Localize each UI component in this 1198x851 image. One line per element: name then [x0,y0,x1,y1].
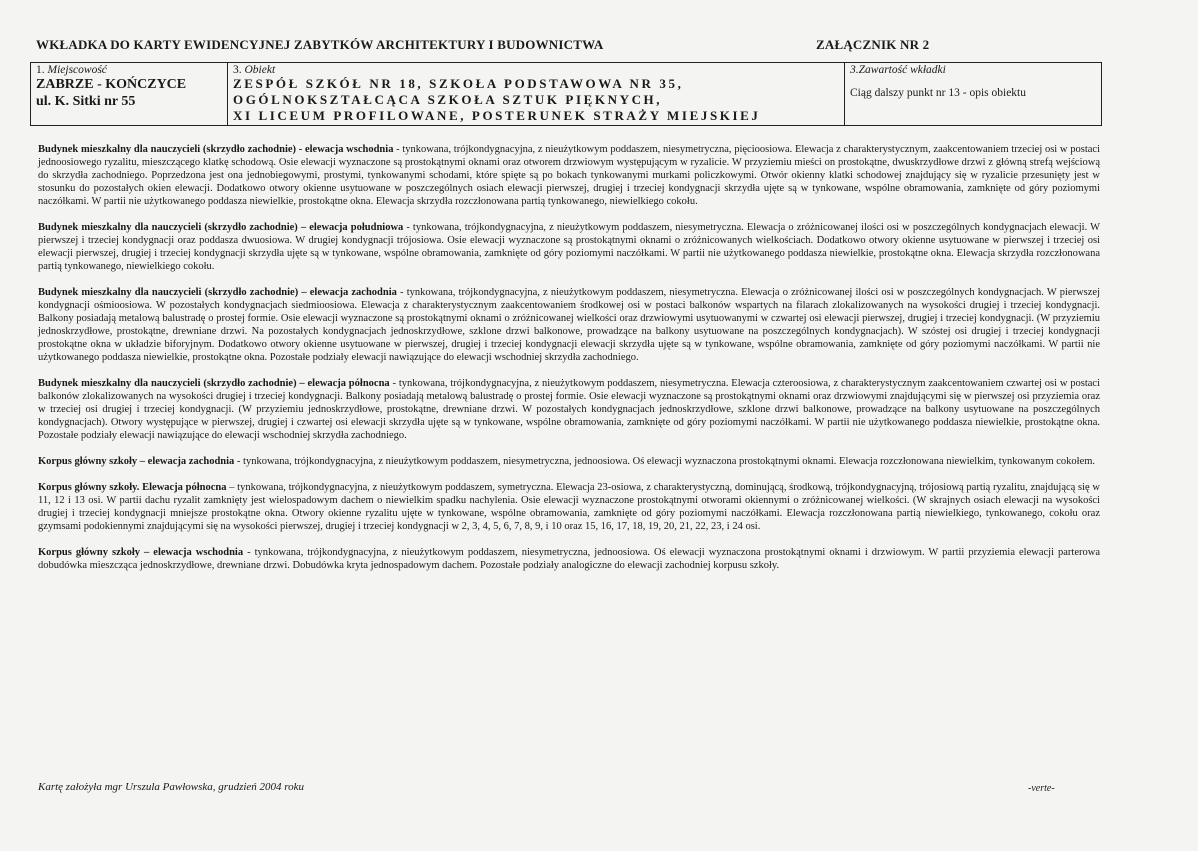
object-line-1: ZESPÓŁ SZKÓŁ NR 18, SZKOŁA PODSTAWOWA NR 35, [233,76,684,91]
location-label: Miejscowość [47,64,107,76]
paragraph [38,221,1100,273]
page-header [36,37,1162,53]
paragraph [38,546,1100,572]
paragraph-text: – tynkowana, trójkondygnacyjna, z nieużytkowym poddaszem, symetryczna. Elewacja 23-osiowa, z charakterystyczną, dominującą, środkową, trójkondygnacyjną, trójosiową partią ryzalitu, znajdującą się w 11, 12 i 13 osi. W partii dachu ryzalit zamknięty jest wielospadowym dachem o niewielkim spadku nachylenia. Osie elewacji wyznaczone prostokątnymi otworami okiennymi o zróżnicowanej wielkości. (W skrajnych osiach elewacji na wysokości drugiej i trzeciej kondygnacji mniejsze prostokątne okna. Otwory okienne ryzalitu ujęte w tynkowane, wspólne obramowania, zamknięte od góry poziomymi naczółkami. Elewacja rozczłonowana partią niewielkiego, tynkowanego, cokołu oraz gzymsami podokiennymi znajdującymi się na wysokości pierwszej, drugiej i trzeciej kondygnacji w 2, 3, 4, 5, 6, 7, 8, 9, i 10 oraz 15, 16, 17, 18, 19, 20, 21, 22, 23, i 24 osi. [38,482,1100,532]
paragraph [38,377,1100,442]
paragraph-heading: Budynek mieszkalny dla nauczycieli (skrzydło zachodnie) – elewacja południowa [38,222,404,233]
info-table [30,62,1102,126]
contents-cell [845,63,1102,126]
contents-label: 3.Zawartość wkładki [850,64,946,76]
paragraph-text: - tynkowana, trójkondygnacyjna, z nieużytkowym poddaszem, niesymetryczna, pięcioosiowa. Elewacja z charakterystycznym, zaakcentowaniem trzeciej osi w postaci jednoosiowego ryzalitu, mieszczącego klatkę schodową. Osie elewacji wyznaczone są prostokątnymi oknami oraz otworem drzwiowym występującym w ryzalicie. W przyziemiu mieści on prostokątne, dwuskrzydłowe drzwi z główną strefą wejściową do skrzydła zachodniego. Poprzedzona jest ona jednobiegowymi, prostymi, tynkowanymi schodami, które spięte są po bokach tynkowanymi murkami policzkowymi. Otwór okienny klatki schodowej znajdujący się w ryzalicie przesunięty jest w stosunku do pozostałych okien elewacji. Dodatkowo otwory okienne usytuowane w poszczególnych osiach elewacji pierwszej, drugiej i trzeciej kondygnacji skrzydła ujęte są w tynkowane, wspólne obramowania, zamknięte od góry poziomymi naczółkami. W partii nie użytkowanego poddasza niewielkie, prostokątne okna. Elewacja skrzydła rozczłonowana partią tynkowanego, niewielkiego cokołu. [38,144,1100,207]
object-number: 3. [233,64,242,76]
paragraph-text: - tynkowana, trójkondygnacyjna, z nieużytkowym poddaszem, niesymetryczna. Elewacja o zróżnicowanej ilości osi w poszczególnych kondygnacjach elewacji. W pierwszej i trzeciej kondygnacji oraz poddasza dwuosiowa. W drugiej kondygnacji trójosiowa. Osie elewacji wyznaczone są prostokątnymi oknami o zróżnicowanych wielkościach. Dodatkowo otwory okienne usytuowane w pierwszej i trzeciej osi elewacji pierwszej, drugiej i trzeciej kondygnacji skrzydła ujęte są w tynkowane, wspólne obramowania, zamknięte od góry poziomymi naczółkami. W partii nie użytkowanego poddasza niewielkie, prostokątne okna. Elewacja skrzydła rozczłonowana partią tynkowanego, niewielkiego cokołu. [38,222,1100,272]
paragraph [38,455,1100,468]
author-note: Kartę założyła mgr Urszula Pawłowska, grudzień 2004 roku [38,781,305,793]
paragraph-heading: Budynek mieszkalny dla nauczycieli (skrzydło zachodnie) – elewacja zachodnia [38,287,397,298]
paragraph-text: - tynkowana, trójkondygnacyjna, z nieużytkowym poddaszem, niesymetryczna. Elewacja o zróżnicowanej ilości osi w poszczególnych kondygnacjach. W pierwszej kondygnacji ośmioosiowa. W pozostałych kondygnacjach siedmioosiowa. Elewacja z charakterystycznym zaakcentowaniem środkowej osi w postaci balkonów wspartych na filarach zlokalizowanych na wysokości drugiej i trzeciej kondygnacji. Balkony posiadają metalową balustradę o prostej formie. Osie elewacji wyznaczone są prostokątnymi oknami o zróżnicowanej wielkości oraz drzwiowymi usytuowanymi w czwartej osi elewacji pierwszej, drugiej i trzeciej kondygnacji. (W przyziemiu jednoskrzydłowe, prostokątne, drewniane drzwi. Na pozostałych kondygnacjach jednoskrzydłowe, szklone drzwi balkonowe, prowadzące na balkony usytuowane na poszczególnych kondygnacjach). W szóstej osi drugiej i trzeciej kondygnacji prostokątne okna w układzie biforyjnym. Dodatkowo otwory okienne usytuowane w pierwszej, drugiej i trzeciej kondygnacji elewacji skrzydła ujęte są w tynkowane, wspólne obramowania, zamknięte od góry poziomymi naczółkami. W partii nie użytkowanego poddasza niewielkie, prostokątne okna. Pozostałe podziały elewacji nawiązujące do elewacji wschodniej skrzydła zachodniego. [38,287,1100,363]
location-street: ul. K. Sitki nr 55 [36,94,136,109]
verte-note: -verte- [1028,783,1055,794]
object-label: Obiekt [244,64,276,76]
paragraph-heading: Korpus główny szkoły – elewacja zachodnia [38,456,235,467]
location-town: ZABRZE - KOŃCZYCE [36,77,187,92]
object-cell [228,63,845,126]
location-number: 1. [36,64,45,76]
document-title: WKŁADKA DO KARTY EWIDENCYJNEJ ZABYTKÓW ARCHITEKTURY I BUDOWNICTWA [36,37,604,52]
paragraph [38,481,1100,533]
location-cell [31,63,228,126]
paragraph-heading: Budynek mieszkalny dla nauczycieli (skrzydło zachodnie) – elewacja północna [38,378,390,389]
paragraph-heading: Korpus główny szkoły – elewacja wschodnia [38,547,244,558]
paragraph-text: - tynkowana, trójkondygnacyjna, z nieużytkowym poddaszem, niesymetryczna, jednoosiowa. Oś elewacji wyznaczona prostokątnymi oknami. Elewacja rozczłonowana niewielkim, tynkowanym cokołem. [234,456,1096,467]
object-line-3: XI LICEUM PROFILOWANE, POSTERUNEK STRAŻY MIEJSKIEJ [233,108,761,123]
paragraph-heading: Budynek mieszkalny dla nauczycieli (skrzydło zachodnie) - elewacja wschodnia [38,144,394,155]
paragraph [38,143,1100,208]
contents-value: Ciąg dalszy punkt nr 13 - opis obiektu [850,87,1026,99]
object-line-2: OGÓLNOKSZTAŁCĄCA SZKOŁA SZTUK PIĘKNYCH, [233,92,663,107]
paragraph-heading: Korpus główny szkoły. Elewacja północna [38,482,227,493]
paragraph-text: - tynkowana, trójkondygnacyjna, z nieużytkowym poddaszem, niesymetryczna, jednoosiowa. Oś elewacji wyznaczona prostokątnymi oknami i drzwiowym. W partii przyziemia elewacji parterowa dobudówka mieszcząca jednoskrzydłowe, drewniane drzwi. Dobudówka kryta jednospadowym dachem. Pozostałe podziały analogiczne do elewacji zachodniej korpusu szkoły. [38,547,1100,571]
description-body [38,143,1100,585]
attachment-label: ZAŁĄCZNIK NR 2 [816,37,930,52]
paragraph-text: - tynkowana, trójkondygnacyjna, z nieużytkowym poddaszem, niesymetryczna. Elewacja czteroosiowa, z charakterystycznym zaakcentowaniem czwartej osi w postaci balkonów zlokalizowanych na wysokości drugiej i trzeciej kondygnacji. Balkony posiadają metalową balustradę o prostej formie. Osie elewacji wyznaczone są prostokątnymi oknami oraz drzwiowymi znajdującymi się w pierwszej osi przyziemia oraz w trzeciej osi drugiej i trzeciej kondygnacji. (W przyziemiu jednoskrzydłowe, prostokątne, drewniane drzwi. W pozostałych kondygnacjach jednoskrzydłowe, szklone drzwi balkonowe, prowadzące na balkony usytuowane na poszczególnych kondygnacjach). Otwory występujące w pierwszej, drugiej i czwartej osi elewacji skrzydła ujęte są w tynkowane, wspólne obramowania, zamknięte od góry poziomymi naczółkami. W partii nie użytkowanego poddasza niewielkie, prostokątne okna. Pozostałe podziały elewacji nawiązujące do elewacji wschodniej skrzydła zachodniego. [38,378,1100,441]
paragraph [38,286,1100,364]
